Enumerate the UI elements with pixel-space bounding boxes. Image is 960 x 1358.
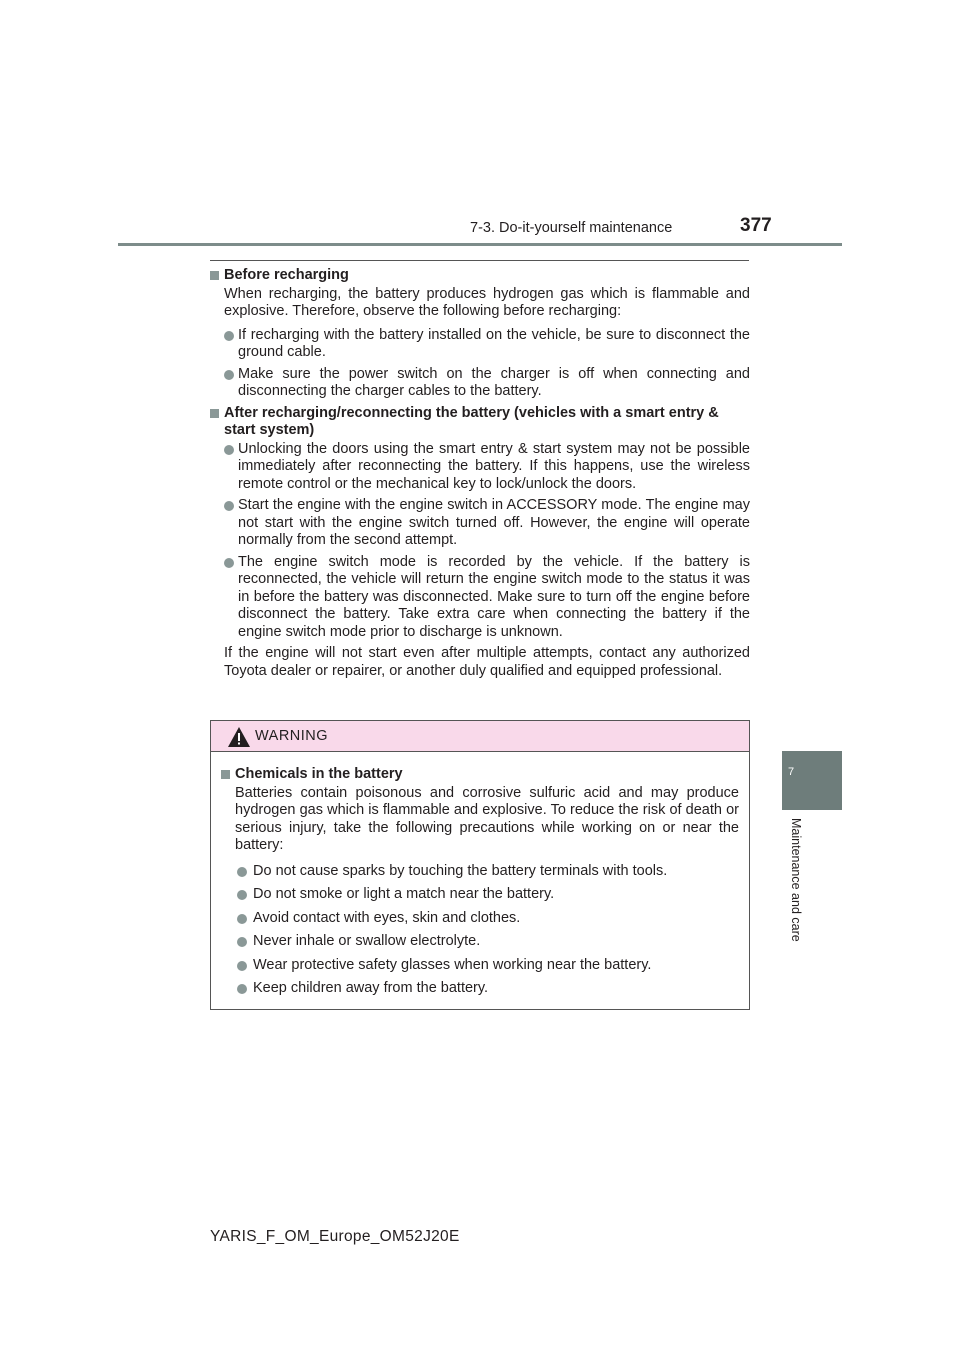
document-code: YARIS_F_OM_Europe_OM52J20E [210,1228,460,1245]
circle-bullet-icon [224,370,234,380]
warning-item-text: Avoid contact with eyes, skin and clothes. [253,909,521,926]
chapter-number: 7 [788,766,795,778]
warning-item-text: Keep children away from the battery. [253,980,489,996]
section-heading-before-recharging [210,267,750,285]
circle-bullet-icon [224,445,234,455]
warning-body [211,752,749,998]
list-item [210,441,750,494]
list-item [210,554,750,642]
list-item-text: Unlocking the doors using the smart entry & start system may not be possible immediately after reconnecting the battery. If this happens, use the wireless remote control or the mechanical key to lock/unlock the doors. [238,440,750,492]
warning-label: WARNING [255,728,329,744]
paragraph: If the engine will not start even after multiple attempts, contact any authorized Toyota dealer or repairer, or another duly qualified and equipped professional. [224,645,750,679]
warning-header [211,721,749,752]
list-item-text: If recharging with the battery installed on the vehicle, be sure to disconnect the ground cable. [238,326,750,360]
circle-bullet-icon [237,961,247,971]
warning-item [235,863,739,881]
list-item [210,497,750,550]
warning-item-text: Do not smoke or light a match near the battery. [253,886,555,902]
heading-text: Before recharging [224,267,349,283]
paragraph: When recharging, the battery produces hydrogen gas which is flammable and explosive. Therefore, observe the following before recharging: [224,285,750,319]
chapter-tab [782,751,842,810]
warning-item [235,980,739,998]
header-section-title: 7-3. Do-it-yourself maintenance [470,220,673,236]
list-item [210,327,750,362]
warning-intro: Batteries contain poisonous and corrosive sulfuric acid and may produce hydrogen gas which is flammable and explosive. To reduce the risk of death or serious injury, take the following precautions while working on or near the battery: [235,784,739,853]
circle-bullet-icon [237,890,247,900]
page-number: 377 [740,215,772,236]
circle-bullet-icon [237,914,247,924]
warning-heading [221,766,739,784]
circle-bullet-icon [237,937,247,947]
warning-item [235,957,739,975]
circle-bullet-icon [224,558,234,568]
circle-bullet-icon [224,331,234,341]
main-content [210,267,750,684]
warning-item-text: Do not cause sparks by touching the battery terminals with tools. [253,862,668,879]
circle-bullet-icon [224,501,234,511]
list-item-text: The engine switch mode is recorded by the vehicle. If the battery is reconnected, the vehicle will return the engine switch mode to the status it was in before the battery was disconnected. Make sure to turn off the engine before disconnect the battery. Take extra care when connecting the battery if the engine switch mode prior to discharge is unknown. [238,553,750,640]
warning-item [235,933,739,951]
warning-item [235,886,739,904]
square-bullet-icon [210,409,219,418]
warning-item-text: Wear protective safety glasses when working near the battery. [253,956,652,973]
warning-item [235,910,739,928]
square-bullet-icon [221,770,230,779]
warning-box [210,720,750,1010]
heading-text: Chemicals in the battery [235,766,403,782]
square-bullet-icon [210,271,219,280]
list-item-text: Start the engine with the engine switch in ACCESSORY mode. The engine may not start with the engine switch turned off. However, the engine will operate normally from the second attempt. [238,497,750,548]
circle-bullet-icon [237,984,247,994]
list-item-text: Make sure the power switch on the charger is off when connecting and disconnecting the charger cables to the battery. [238,365,750,399]
header-rule [118,243,842,246]
heading-text: After recharging/reconnecting the battery (vehicles with a smart entry & start system) [224,404,719,438]
chapter-label: Maintenance and care [789,818,803,942]
content-top-rule [210,260,749,261]
warning-item-text: Never inhale or swallow electrolyte. [253,933,481,949]
list-item [210,366,750,401]
circle-bullet-icon [237,867,247,877]
warning-triangle-icon [227,726,251,748]
section-heading-after-recharging [210,405,750,440]
